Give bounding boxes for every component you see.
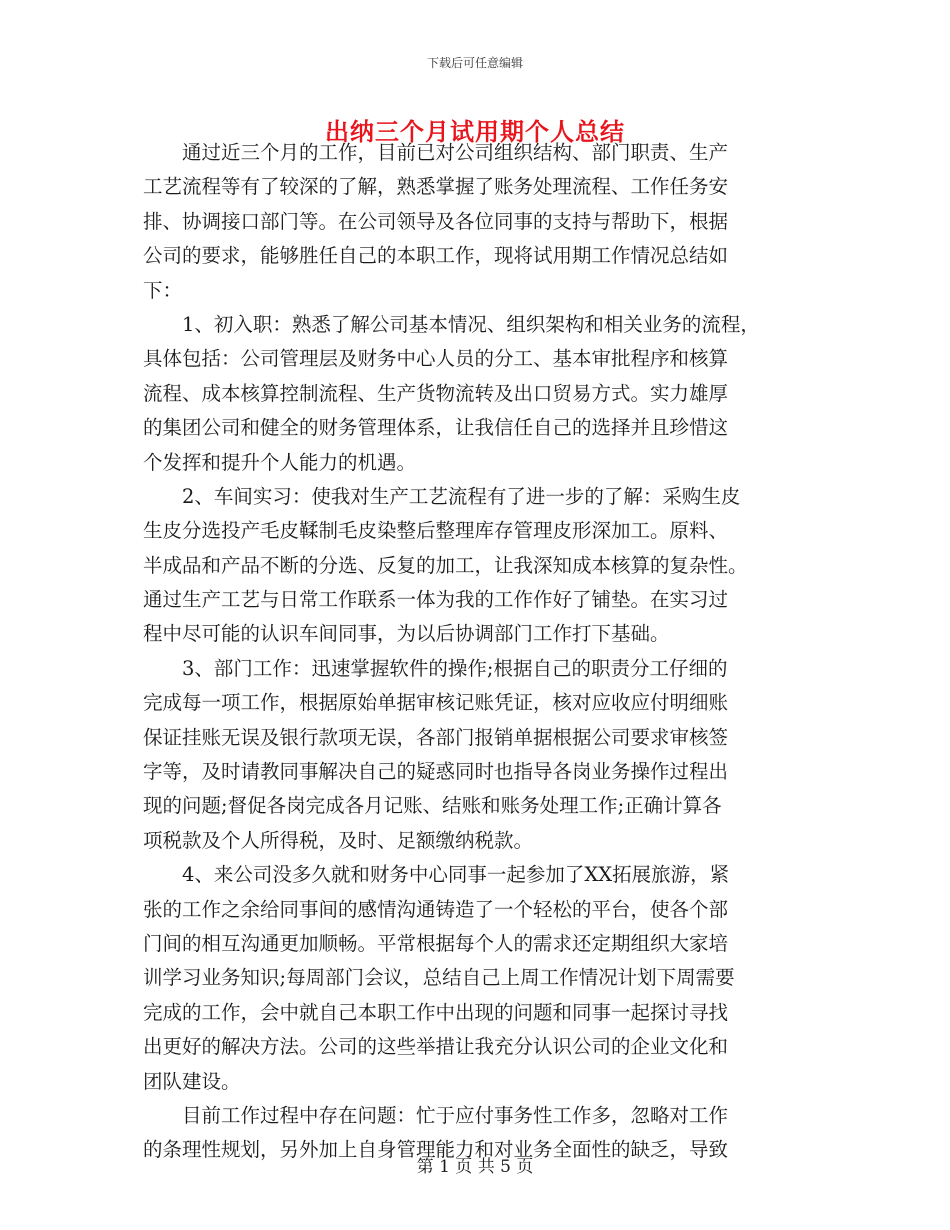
document-body xyxy=(143,136,823,1168)
text-line: 团队建设。 xyxy=(143,1069,241,1093)
text-line: 公司的要求，能够胜任自己的本职工作，现将试用期工作情况总结如 xyxy=(143,244,729,268)
header-note: 下载后可任意编辑 xyxy=(426,56,523,70)
text-line: 通过生产工艺与日常工作联系一体为我的工作作好了铺垫。在实习过 xyxy=(143,588,729,612)
text-line: 3、部门工作：迅速掌握软件的操作;根据自己的职责分工仔细的 xyxy=(143,656,728,680)
text-line: 目前工作过程中存在问题：忙于应付事务性工作多，忽略对工作 xyxy=(143,1103,729,1127)
text-line: 通过近三个月的工作，目前已对公司组织结构、部门职责、生产 xyxy=(143,141,729,164)
text-line: 的集团公司和健全的财务管理体系，让我信任自己的选择并且珍惜这 xyxy=(143,416,729,440)
text-line: 保证挂账无误及银行款项无误，各部门报销单据根据公司要求审核签 xyxy=(143,725,729,749)
text-line: 半成品和产品不断的分选、反复的加工，让我深知成本核算的复杂性。 xyxy=(143,553,748,577)
text-line: 生皮分选投产毛皮鞣制毛皮染整后整理库存管理皮形深加工。原料、 xyxy=(143,519,729,543)
text-line: 出更好的解决方法。公司的这些举措让我充分认识公司的企业文化和 xyxy=(143,1035,729,1059)
text-line: 4、来公司没多久就和财务中心同事一起参加了XX拓展旅游，紧 xyxy=(143,863,730,887)
document-title: 出纳三个月试用期个人总结 xyxy=(325,118,625,146)
text-line: 程中尽可能的认识车间同事，为以后协调部门工作打下基础。 xyxy=(143,622,670,646)
text-line: 具体包括：公司管理层及财务中心人员的分工、基本审批程序和核算 xyxy=(143,347,729,371)
text-line: 流程、成本核算控制流程、生产货物流转及出口贸易方式。实力雄厚 xyxy=(143,381,729,405)
text-line: 完成每一项工作，根据原始单据审核记账凭证，核对应收应付明细账 xyxy=(143,691,729,715)
text-line: 1、初入职：熟悉了解公司基本情况、组织架构和相关业务的流程， xyxy=(143,312,760,336)
text-line: 完成的工作，会中就自己本职工作中出现的问题和同事一起探讨寻找 xyxy=(143,1000,729,1024)
text-line: 个发挥和提升个人能力的机遇。 xyxy=(143,450,417,474)
text-line: 下： xyxy=(143,278,183,302)
text-line: 张的工作之余给同事间的感情沟通铸造了一个轻松的平台，使各个部 xyxy=(143,897,729,921)
text-line: 2、车间实习：使我对生产工艺流程有了进一步的了解：采购生皮 xyxy=(143,484,741,508)
text-line: 项税款及个人所得税，及时、足额缴纳税款。 xyxy=(143,828,534,852)
text-line: 工艺流程等有了较深的了解，熟悉掌握了账务处理流程、工作任务安 xyxy=(143,175,729,199)
text-line: 字等，及时请教同事解决自己的疑惑同时也指导各岗业务操作过程出 xyxy=(143,760,729,784)
text-line: 的条理性规划，另外加上自身管理能力和对业务全面性的缺乏，导致 xyxy=(143,1138,729,1162)
text-line: 现的问题;督促各岗完成各月记账、结账和账务处理工作;正确计算各 xyxy=(143,794,722,818)
text-line: 排、协调接口部门等。在公司领导及各位同事的支持与帮助下，根据 xyxy=(143,209,729,233)
text-line: 门间的相互沟通更加顺畅。平常根据每个人的需求还定期组织大家培 xyxy=(143,931,729,955)
text-line: 训学习业务知识;每周部门会议，总结自己上周工作情况计划下周需要 xyxy=(143,966,735,990)
page-footer: 第 1 页 共 5 页 xyxy=(416,1157,534,1177)
